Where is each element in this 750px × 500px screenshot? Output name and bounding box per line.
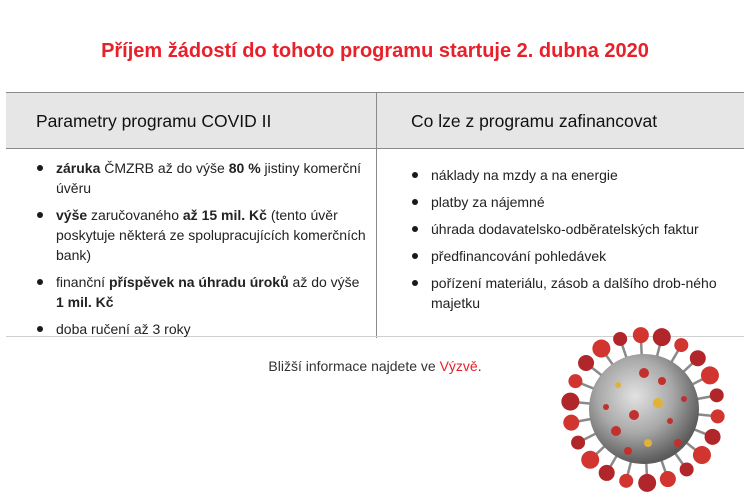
page-headline: Příjem žádostí do tohoto programu startuje 2. dubna 2020 <box>101 40 649 62</box>
footer-end: . <box>477 358 482 374</box>
parameter-text: 80 % <box>228 160 261 176</box>
footer-text: Bližší informace najdete ve <box>268 358 440 374</box>
parameter-text: příspěvek na úhradu úroků <box>108 274 289 290</box>
parameter-item <box>36 205 366 265</box>
parameter-text: až do výše <box>288 274 360 290</box>
parameter-text: ČMZRB až do výše <box>100 160 229 176</box>
financeable-text: předfinancování pohledávek <box>431 248 607 264</box>
parameter-text: 1 mil. Kč <box>56 294 114 310</box>
parameter-text: jistiny komerční úvěru <box>56 160 362 196</box>
parameter-text: výše <box>56 207 88 223</box>
parameter-text: až 15 mil. Kč <box>182 207 267 223</box>
parameter-text: finanční <box>56 274 109 290</box>
parameter-text: zaručovaného <box>87 207 183 223</box>
column-divider <box>376 92 377 338</box>
financeable-item <box>411 192 731 212</box>
right-column-header: Co lze z programu zafinancovat <box>411 111 658 131</box>
parameter-item <box>36 319 366 339</box>
bullet-icon <box>37 212 43 218</box>
program-parameters-list <box>36 158 366 346</box>
parameter-text: (tento úvěr poskytuje některá ze spolupracujících komerčních bank) <box>56 207 366 263</box>
financeable-item <box>411 273 731 313</box>
parameter-item <box>36 272 366 312</box>
financeable-item <box>411 246 731 266</box>
financeable-item <box>411 165 731 185</box>
financeable-text: úhrada dodavatelsko-odběratelských faktur <box>431 221 699 237</box>
bullet-icon <box>37 326 43 332</box>
left-column-header: Parametry programu COVID II <box>36 111 272 131</box>
bullet-icon <box>37 279 43 285</box>
bullet-icon <box>37 165 43 171</box>
financeable-text: pořízení materiálu, zásob a dalšího drob-ného majetku <box>431 275 717 311</box>
bullet-icon <box>412 172 418 178</box>
financeable-items-list <box>411 165 731 320</box>
bullet-icon <box>412 199 418 205</box>
parameter-item <box>36 158 366 198</box>
vyzva-link[interactable]: Výzvě <box>439 358 478 374</box>
program-table <box>6 92 744 338</box>
bullet-icon <box>412 253 418 259</box>
financeable-text: platby za nájemné <box>431 194 545 210</box>
bullet-icon <box>412 226 418 232</box>
parameter-text: záruka <box>56 160 101 176</box>
financeable-item <box>411 219 731 239</box>
table-header-row <box>6 92 744 149</box>
parameter-text: doba ručení až 3 roky <box>56 321 191 337</box>
coronavirus-illustration <box>558 323 730 495</box>
bullet-icon <box>412 280 418 286</box>
financeable-text: náklady na mzdy a na energie <box>431 167 618 183</box>
